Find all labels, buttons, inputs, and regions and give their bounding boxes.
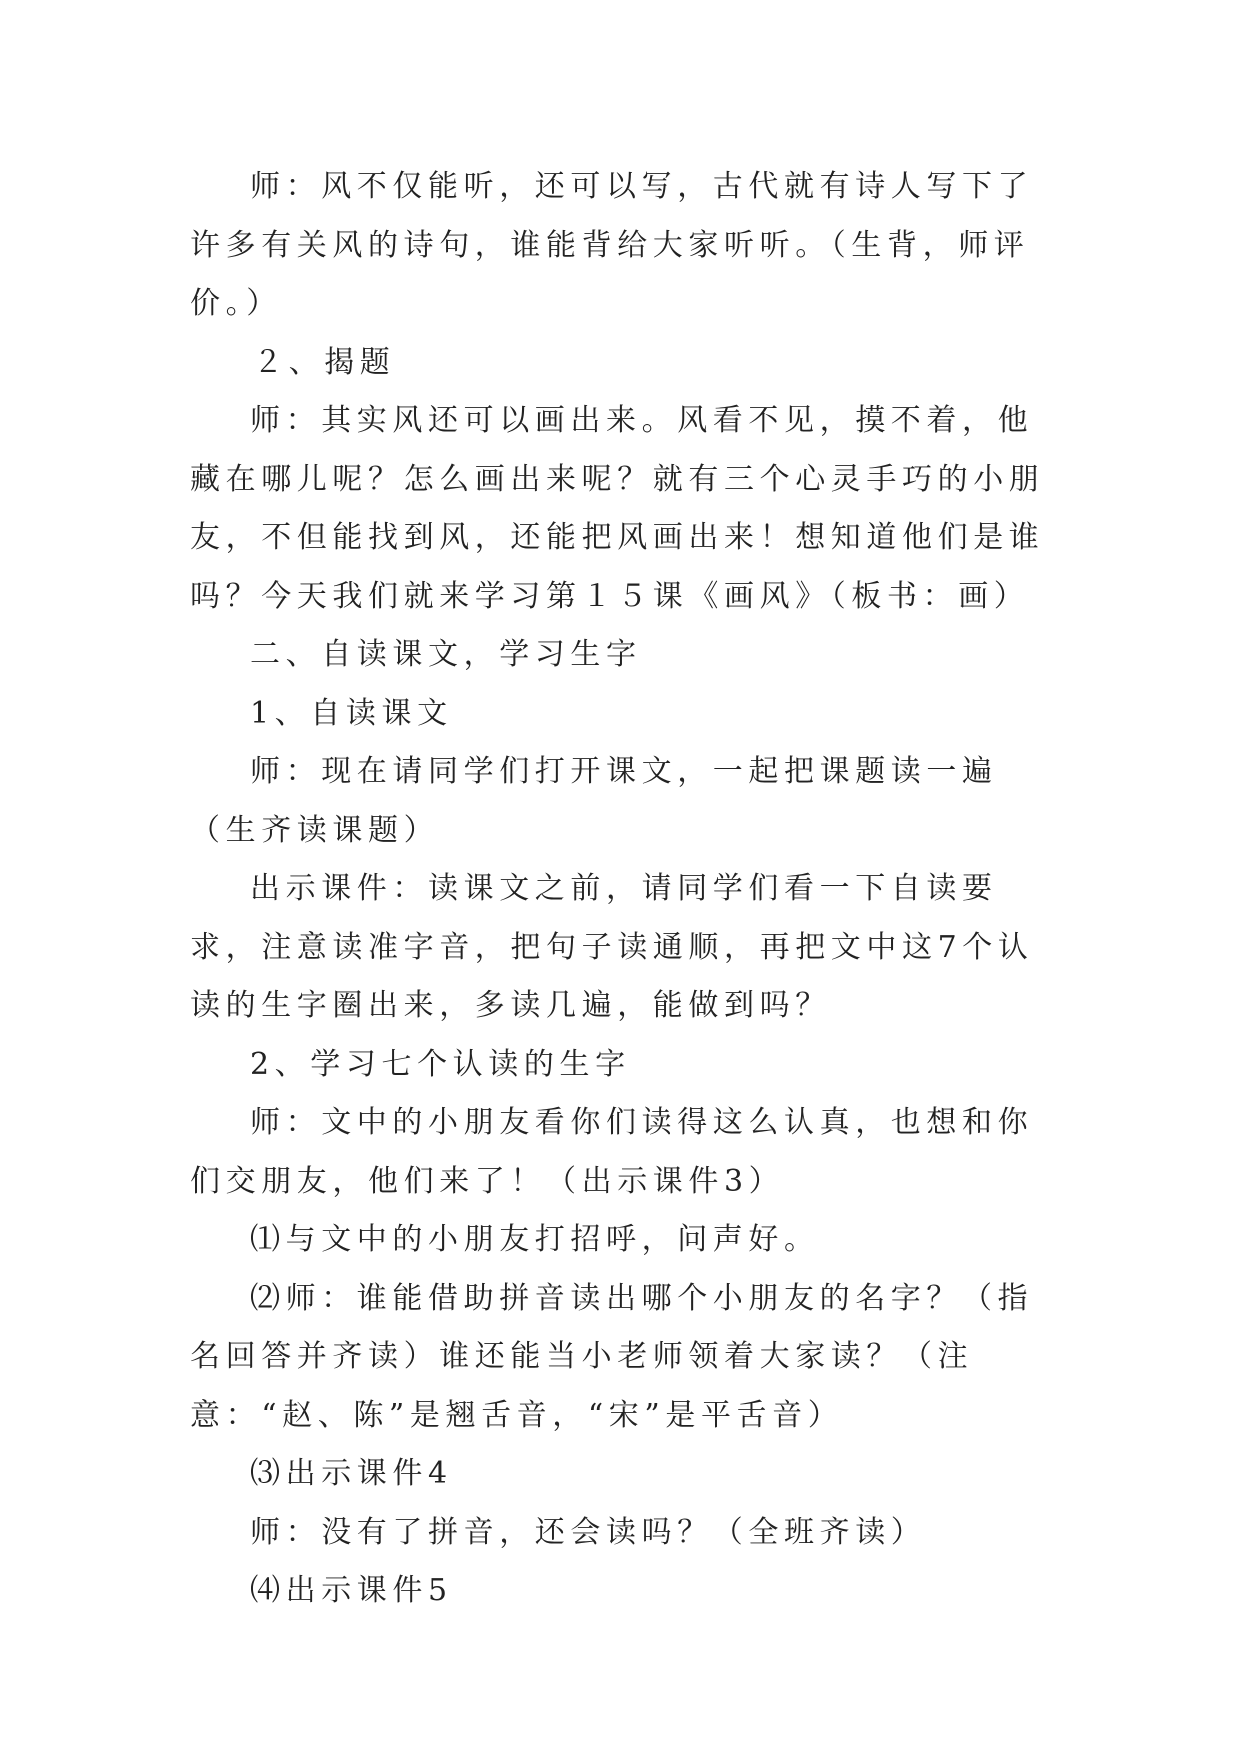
list-item-greet: ⑴与文中的小朋友打招呼，问声好。: [250, 1222, 820, 1257]
paragraph-teacher-open-text: 师：现在请同学们打开课文，一起把课题读一遍（生齐读课题）: [190, 754, 998, 848]
paragraph-teacher-make-friends: 师：文中的小朋友看你们读得这么认真，也想和你们交朋友，他们来了！（出示课件3）: [190, 1105, 1034, 1199]
section-heading-self-reading: 二、自读课文，学习生字: [250, 637, 642, 672]
list-item-courseware-4: ⑶出示课件4: [250, 1456, 453, 1491]
document-body: [190, 158, 1058, 1621]
subheading-learn-characters: 2、学习七个认读的生字: [250, 1046, 631, 1082]
paragraph-teacher-no-pinyin: 师：没有了拼音，还会读吗？（全班齐读）: [250, 1514, 927, 1550]
subheading-read-text: 1、自读课文: [250, 695, 453, 731]
paragraph-teacher-wind-poems: 师：风不仅能听，还可以写，古代就有诗人写下了许多有关风的诗句，谁能背给大家听听。（生背，师评价。）: [190, 169, 1034, 321]
list-item-courseware-5: ⑷出示课件5: [250, 1573, 453, 1608]
list-item-read-names: ⑵师：谁能借助拼音读出哪个小朋友的名字？（指名回答并齐读）谁还能当小老师领着大家读？（注意：“赵、陈”是翘舌音，“宋”是平舌音）: [190, 1280, 1034, 1433]
paragraph-teacher-draw-wind: 师：其实风还可以画出来。风看不见，摸不着，他藏在哪儿呢？怎么画出来呢？就有三个心灵手巧的小朋友，不但能找到风，还能把风画出来！想知道他们是谁吗？今天我们就来学习第１５课《画风》（板书：画）: [190, 403, 1045, 614]
section-heading-reveal-title: ２、揭题: [253, 344, 396, 380]
paragraph-show-courseware: 出示课件：读课文之前，请同学们看一下自读要求，注意读准字音，把句子读通顺，再把文中这7个认读的生字圈出来，多读几遍，能做到吗？: [190, 871, 1034, 1023]
